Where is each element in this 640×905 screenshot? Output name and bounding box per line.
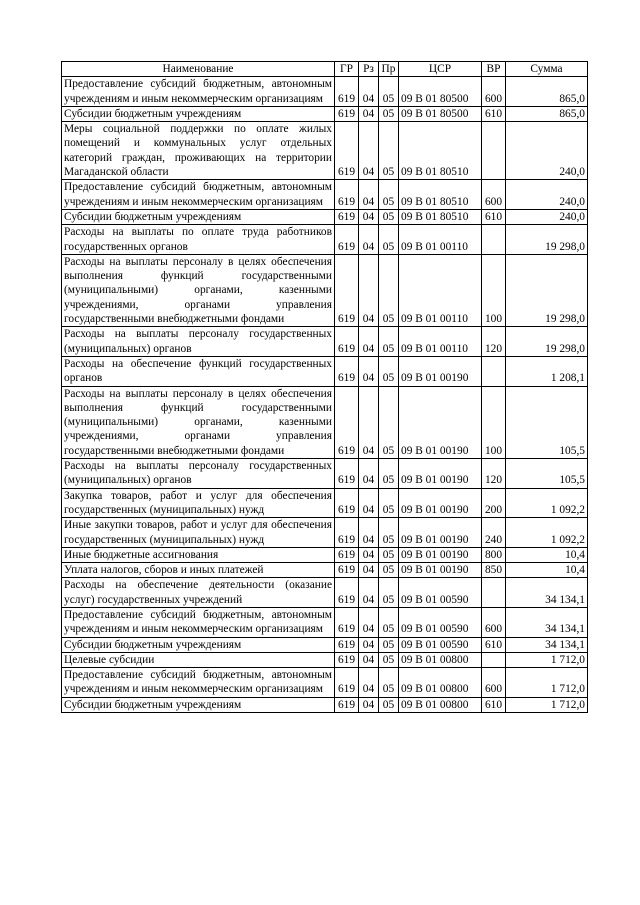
cell-rz: 04: [359, 547, 379, 562]
table-row: [62, 668, 588, 698]
cell-csr: 09 В 01 00800: [399, 697, 482, 712]
table-row: [62, 106, 588, 121]
cell-csr: 09 В 01 00590: [399, 578, 482, 608]
cell-sum: 34 134,1: [506, 578, 588, 608]
cell-csr: 09 В 01 00190: [399, 459, 482, 489]
cell-rz: 04: [359, 180, 379, 210]
cell-name: Расходы на выплаты персоналу государственных (муниципальных) органов: [62, 327, 335, 357]
table-row: [62, 459, 588, 489]
cell-sum: 865,0: [506, 106, 588, 121]
cell-rz: 04: [359, 122, 379, 180]
cell-csr: 09 В 01 00800: [399, 668, 482, 698]
cell-name: Предоставление субсидий бюджетным, автономным учреждениям и иным некоммерческим организациям: [62, 668, 335, 698]
cell-name: Уплата налогов, сборов и иных платежей: [62, 563, 335, 578]
cell-gr: 619: [335, 697, 359, 712]
cell-gr: 619: [335, 254, 359, 326]
cell-sum: 1 208,1: [506, 356, 588, 386]
cell-vr: 850: [482, 563, 506, 578]
cell-rz: 04: [359, 225, 379, 255]
cell-pr: 05: [379, 488, 399, 518]
cell-csr: 09 В 01 80510: [399, 180, 482, 210]
table-header-row: [62, 62, 588, 77]
cell-rz: 04: [359, 637, 379, 652]
cell-pr: 05: [379, 697, 399, 712]
table-row: [62, 652, 588, 667]
cell-vr: 600: [482, 607, 506, 637]
cell-rz: 04: [359, 106, 379, 121]
cell-sum: 105,5: [506, 459, 588, 489]
cell-vr: 120: [482, 459, 506, 489]
cell-pr: 05: [379, 518, 399, 548]
cell-vr: 610: [482, 209, 506, 224]
cell-gr: 619: [335, 518, 359, 548]
cell-rz: 04: [359, 668, 379, 698]
cell-vr: [482, 356, 506, 386]
cell-pr: 05: [379, 106, 399, 121]
table-row: [62, 386, 588, 458]
cell-rz: 04: [359, 607, 379, 637]
cell-rz: 04: [359, 578, 379, 608]
cell-rz: 04: [359, 518, 379, 548]
cell-sum: 240,0: [506, 209, 588, 224]
cell-vr: [482, 652, 506, 667]
cell-name: Целевые субсидии: [62, 652, 335, 667]
table-row: [62, 180, 588, 210]
cell-gr: 619: [335, 209, 359, 224]
table-row: [62, 327, 588, 357]
header-gr: ГР: [335, 62, 359, 77]
cell-gr: 619: [335, 459, 359, 489]
cell-name: Расходы на обеспечение функций государственных органов: [62, 356, 335, 386]
cell-csr: 09 В 01 00190: [399, 563, 482, 578]
cell-name: Субсидии бюджетным учреждениям: [62, 209, 335, 224]
cell-gr: 619: [335, 77, 359, 107]
cell-rz: 04: [359, 563, 379, 578]
table-row: [62, 254, 588, 326]
cell-sum: 34 134,1: [506, 607, 588, 637]
cell-gr: 619: [335, 327, 359, 357]
cell-csr: 09 В 01 00190: [399, 488, 482, 518]
cell-sum: 1 092,2: [506, 488, 588, 518]
cell-name: Субсидии бюджетным учреждениям: [62, 637, 335, 652]
table-row: [62, 518, 588, 548]
cell-rz: 04: [359, 652, 379, 667]
cell-rz: 04: [359, 386, 379, 458]
cell-gr: 619: [335, 547, 359, 562]
cell-csr: 09 В 01 00190: [399, 356, 482, 386]
cell-gr: 619: [335, 578, 359, 608]
cell-vr: 600: [482, 180, 506, 210]
cell-vr: 100: [482, 254, 506, 326]
cell-pr: 05: [379, 386, 399, 458]
cell-csr: 09 В 01 80500: [399, 77, 482, 107]
cell-sum: 1 092,2: [506, 518, 588, 548]
cell-gr: 619: [335, 106, 359, 121]
cell-sum: 240,0: [506, 180, 588, 210]
cell-csr: 09 В 01 00190: [399, 518, 482, 548]
cell-pr: 05: [379, 607, 399, 637]
cell-sum: 865,0: [506, 77, 588, 107]
cell-sum: 10,4: [506, 563, 588, 578]
header-pr: Пр: [379, 62, 399, 77]
cell-pr: 05: [379, 668, 399, 698]
table-row: [62, 697, 588, 712]
cell-gr: 619: [335, 637, 359, 652]
cell-vr: 610: [482, 637, 506, 652]
cell-sum: 1 712,0: [506, 668, 588, 698]
cell-pr: 05: [379, 652, 399, 667]
table-row: [62, 547, 588, 562]
cell-pr: 05: [379, 122, 399, 180]
cell-csr: 09 В 01 00190: [399, 547, 482, 562]
table-row: [62, 578, 588, 608]
header-vr: ВР: [482, 62, 506, 77]
cell-rz: 04: [359, 356, 379, 386]
cell-pr: 05: [379, 180, 399, 210]
cell-rz: 04: [359, 254, 379, 326]
cell-vr: 600: [482, 77, 506, 107]
cell-name: Расходы на обеспечение деятельности (оказание услуг) государственных учреждений: [62, 578, 335, 608]
cell-name: Расходы на выплаты персоналу в целях обеспечения выполнения функций государственными (муниципальными) органами, казенными учреждениями, органами управления государственными внебюджетными фондами: [62, 386, 335, 458]
cell-gr: 619: [335, 386, 359, 458]
cell-csr: 09 В 01 00110: [399, 254, 482, 326]
cell-vr: [482, 122, 506, 180]
cell-sum: 240,0: [506, 122, 588, 180]
header-csr: ЦСР: [399, 62, 482, 77]
table-row: [62, 563, 588, 578]
cell-csr: 09 В 01 00590: [399, 637, 482, 652]
cell-vr: 120: [482, 327, 506, 357]
table-row: [62, 637, 588, 652]
cell-vr: 610: [482, 106, 506, 121]
cell-rz: 04: [359, 488, 379, 518]
cell-name: Расходы на выплаты по оплате труда работников государственных органов: [62, 225, 335, 255]
header-sum: Сумма: [506, 62, 588, 77]
cell-pr: 05: [379, 356, 399, 386]
cell-gr: 619: [335, 356, 359, 386]
cell-name: Иные закупки товаров, работ и услуг для обеспечения государственных (муниципальных) нужд: [62, 518, 335, 548]
cell-pr: 05: [379, 254, 399, 326]
cell-pr: 05: [379, 459, 399, 489]
cell-pr: 05: [379, 225, 399, 255]
table-row: [62, 488, 588, 518]
cell-gr: 619: [335, 607, 359, 637]
cell-gr: 619: [335, 488, 359, 518]
cell-sum: 105,5: [506, 386, 588, 458]
cell-sum: 19 298,0: [506, 254, 588, 326]
cell-gr: 619: [335, 563, 359, 578]
cell-gr: 619: [335, 180, 359, 210]
table-row: [62, 122, 588, 180]
cell-csr: 09 В 01 80510: [399, 122, 482, 180]
cell-pr: 05: [379, 563, 399, 578]
cell-csr: 09 В 01 00190: [399, 386, 482, 458]
cell-rz: 04: [359, 459, 379, 489]
cell-name: Расходы на выплаты персоналу в целях обеспечения выполнения функций государственными (муниципальными) органами, казенными учреждениями, органами управления государственными внебюджетными фондами: [62, 254, 335, 326]
cell-vr: 610: [482, 697, 506, 712]
cell-sum: 1 712,0: [506, 697, 588, 712]
cell-name: Субсидии бюджетным учреждениям: [62, 106, 335, 121]
cell-pr: 05: [379, 637, 399, 652]
cell-vr: 800: [482, 547, 506, 562]
cell-name: Расходы на выплаты персоналу государственных (муниципальных) органов: [62, 459, 335, 489]
table-row: [62, 607, 588, 637]
cell-vr: 240: [482, 518, 506, 548]
cell-csr: 09 В 01 00110: [399, 327, 482, 357]
cell-csr: 09 В 01 00800: [399, 652, 482, 667]
cell-sum: 34 134,1: [506, 637, 588, 652]
cell-name: Субсидии бюджетным учреждениям: [62, 697, 335, 712]
header-name: Наименование: [62, 62, 335, 77]
cell-name: Предоставление субсидий бюджетным, автономным учреждениям и иным некоммерческим организациям: [62, 77, 335, 107]
cell-sum: 19 298,0: [506, 327, 588, 357]
cell-gr: 619: [335, 122, 359, 180]
budget-table: [61, 61, 588, 713]
cell-vr: 600: [482, 668, 506, 698]
cell-rz: 04: [359, 697, 379, 712]
cell-gr: 619: [335, 652, 359, 667]
cell-vr: [482, 225, 506, 255]
cell-rz: 04: [359, 327, 379, 357]
cell-rz: 04: [359, 77, 379, 107]
cell-rz: 04: [359, 209, 379, 224]
table-row: [62, 225, 588, 255]
cell-name: Предоставление субсидий бюджетным, автономным учреждениям и иным некоммерческим организациям: [62, 607, 335, 637]
table-row: [62, 356, 588, 386]
cell-csr: 09 В 01 00590: [399, 607, 482, 637]
cell-csr: 09 В 01 00110: [399, 225, 482, 255]
cell-gr: 619: [335, 668, 359, 698]
table-row: [62, 77, 588, 107]
cell-name: Меры социальной поддержки по оплате жилых помещений и коммунальных услуг отдельных категорий граждан, проживающих на территории Магаданской области: [62, 122, 335, 180]
cell-gr: 619: [335, 225, 359, 255]
header-rz: Рз: [359, 62, 379, 77]
cell-vr: 100: [482, 386, 506, 458]
cell-pr: 05: [379, 209, 399, 224]
cell-sum: 1 712,0: [506, 652, 588, 667]
cell-pr: 05: [379, 77, 399, 107]
cell-pr: 05: [379, 327, 399, 357]
cell-name: Закупка товаров, работ и услуг для обеспечения государственных (муниципальных) нужд: [62, 488, 335, 518]
table-row: [62, 209, 588, 224]
cell-sum: 19 298,0: [506, 225, 588, 255]
cell-name: Иные бюджетные ассигнования: [62, 547, 335, 562]
cell-pr: 05: [379, 547, 399, 562]
cell-csr: 09 В 01 80500: [399, 106, 482, 121]
cell-pr: 05: [379, 578, 399, 608]
cell-vr: [482, 578, 506, 608]
cell-vr: 200: [482, 488, 506, 518]
cell-csr: 09 В 01 80510: [399, 209, 482, 224]
cell-name: Предоставление субсидий бюджетным, автономным учреждениям и иным некоммерческим организациям: [62, 180, 335, 210]
cell-sum: 10,4: [506, 547, 588, 562]
